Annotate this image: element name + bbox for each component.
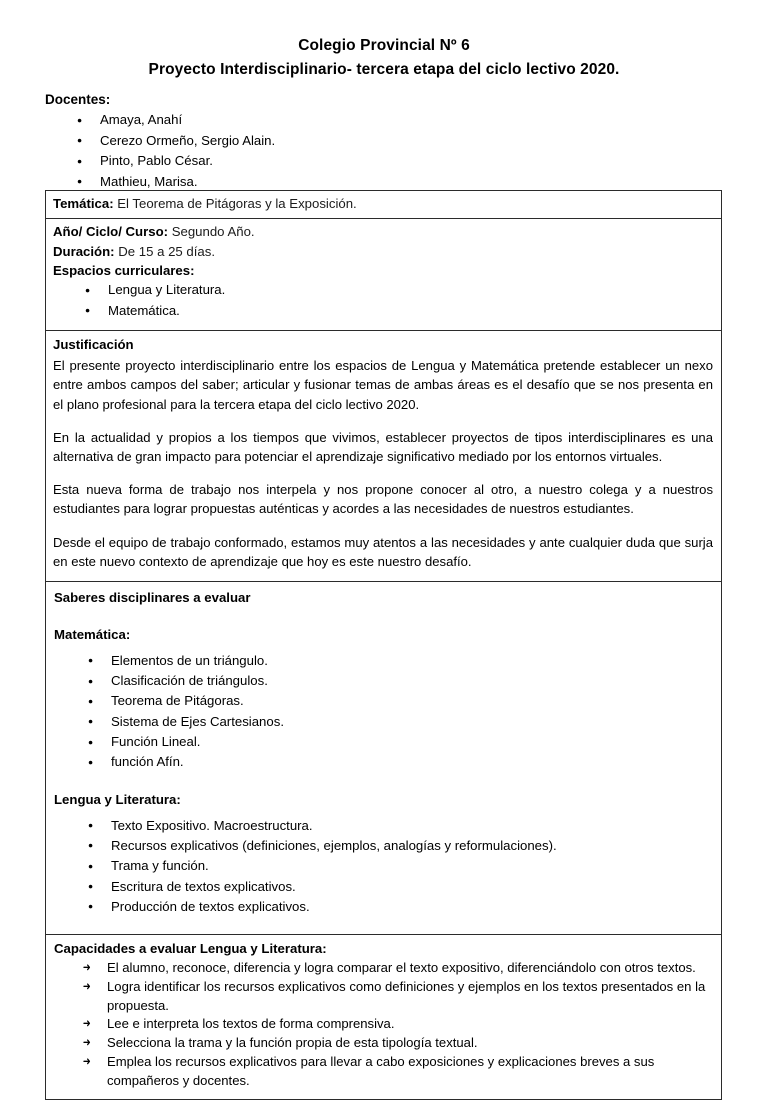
capacidades-list: [54, 959, 714, 1091]
list-item: ➜ Selecciona la trama y la función propia de esta tipología textual.: [54, 1034, 714, 1053]
list-item: ● Trama y función.: [54, 856, 714, 876]
duracion-label: Duración:: [53, 243, 115, 259]
saberes-matematica-list: [54, 651, 714, 773]
row-spacer: [54, 917, 714, 924]
docentes-label: Docentes:: [45, 91, 111, 107]
duracion-line: [53, 242, 714, 261]
project-title: Proyecto Interdisciplinario- tercera etapa del ciclo lectivo 2020.: [148, 60, 620, 78]
tematica-value: El Teorema de Pitágoras y la Exposición.: [117, 196, 357, 211]
list-item: ● Función Lineal.: [54, 732, 714, 752]
list-item: ● Sistema de Ejes Cartesianos.: [54, 712, 714, 732]
table-row-datos: [46, 219, 721, 331]
duracion-value: De 15 a 25 días.: [118, 243, 215, 259]
tematica-label: Temática:: [53, 196, 114, 211]
anio-label: Año/ Ciclo/ Curso:: [53, 224, 169, 240]
list-item: ● Recursos explicativos (definiciones, ejemplos, analogías y reformulaciones).: [54, 836, 714, 856]
list-item: ● Matemática.: [53, 301, 714, 322]
list-item: ➜ Logra identificar los recursos explicativos como definiciones y ejemplos en los textos presentados en la propuesta.: [54, 978, 714, 1016]
espacios-label: Espacios curriculares:: [53, 262, 195, 278]
justificacion-paragraph: El presente proyecto interdisciplinario entre los espacios de Lengua y Matemática pretende establecer un nexo entre ambos campos del saber; articular y fusionar temas de ambas áreas es el desafío que se nos presenta en el plano profesional para la tercera etapa del ciclo lectivo 2020.: [53, 358, 713, 412]
table-row-saberes: [46, 582, 721, 935]
justificacion-heading: Justificación: [53, 337, 134, 353]
project-table: [45, 190, 722, 1100]
saberes-lengua-heading: Lengua y Literatura:: [54, 791, 181, 807]
list-item: ● Amaya, Anahí: [45, 110, 768, 131]
tematica-line: [53, 194, 714, 213]
justificacion-paragraph: Desde el equipo de trabajo conformado, estamos muy atentos a las necesidades y ante cualquier duda que surja en este nuevo contexto de aprendizaje que hoy es este nuestro desafío.: [53, 534, 713, 569]
list-item: ● Cerezo Ormeño, Sergio Alain.: [45, 131, 768, 152]
anio-line: [53, 222, 714, 241]
list-item: ● Pinto, Pablo César.: [45, 151, 768, 172]
anio-value: Segundo Año.: [171, 224, 255, 240]
list-item: ● Mathieu, Marisa.: [45, 172, 768, 193]
list-item: ➜ El alumno, reconoce, diferencia y logra comparar el texto expositivo, diferenciándolo con otros textos.: [54, 959, 714, 978]
list-item: ● Lengua y Literatura.: [53, 280, 714, 301]
justificacion-paragraph: En la actualidad y propios a los tiempos que vivimos, establecer proyectos de tipos interdisciplinares es una alternativa de gran impacto para potenciar el aprendizaje significativo mediado por los entornos virtuales.: [53, 429, 713, 464]
list-item: ➜ Lee e interpreta los textos de forma comprensiva.: [54, 1015, 714, 1034]
justificacion-paragraph: Esta nueva forma de trabajo nos interpela y nos propone conocer al otro, a nuestro colega y a nuestros estudiantes para lograr propuestas auténticas y acordes a las necesidades de nuestros estudiantes.: [53, 482, 713, 517]
list-item: ● Texto Expositivo. Macroestructura.: [54, 816, 714, 836]
docentes-block: [0, 90, 768, 193]
list-item: ● función Afín.: [54, 752, 714, 772]
table-row-justificacion: [46, 331, 721, 582]
saberes-lengua-list: [54, 816, 714, 918]
document-header: [0, 0, 768, 81]
list-item: ➜ Emplea los recursos explicativos para llevar a cabo exposiciones y explicaciones breves a sus compañeros y docentes.: [54, 1053, 714, 1091]
school-title: Colegio Provincial Nº 6: [298, 37, 470, 54]
list-item: ● Escritura de textos explicativos.: [54, 877, 714, 897]
espacios-line: [53, 261, 714, 280]
row-spacer: [53, 321, 714, 325]
saberes-heading: Saberes disciplinares a evaluar: [54, 590, 251, 606]
list-item: ● Teorema de Pitágoras.: [54, 691, 714, 711]
table-row-tematica: [46, 191, 721, 219]
capacidades-heading: Capacidades a evaluar Lengua y Literatura:: [54, 941, 327, 957]
docentes-list: [45, 110, 768, 192]
list-item: ● Producción de textos explicativos.: [54, 897, 714, 917]
espacios-curriculares-list: [53, 280, 714, 321]
saberes-matematica-heading: Matemática:: [54, 626, 131, 642]
list-item: ● Elementos de un triángulo.: [54, 651, 714, 671]
list-item: ● Clasificación de triángulos.: [54, 671, 714, 691]
table-row-capacidades: [46, 935, 721, 1099]
